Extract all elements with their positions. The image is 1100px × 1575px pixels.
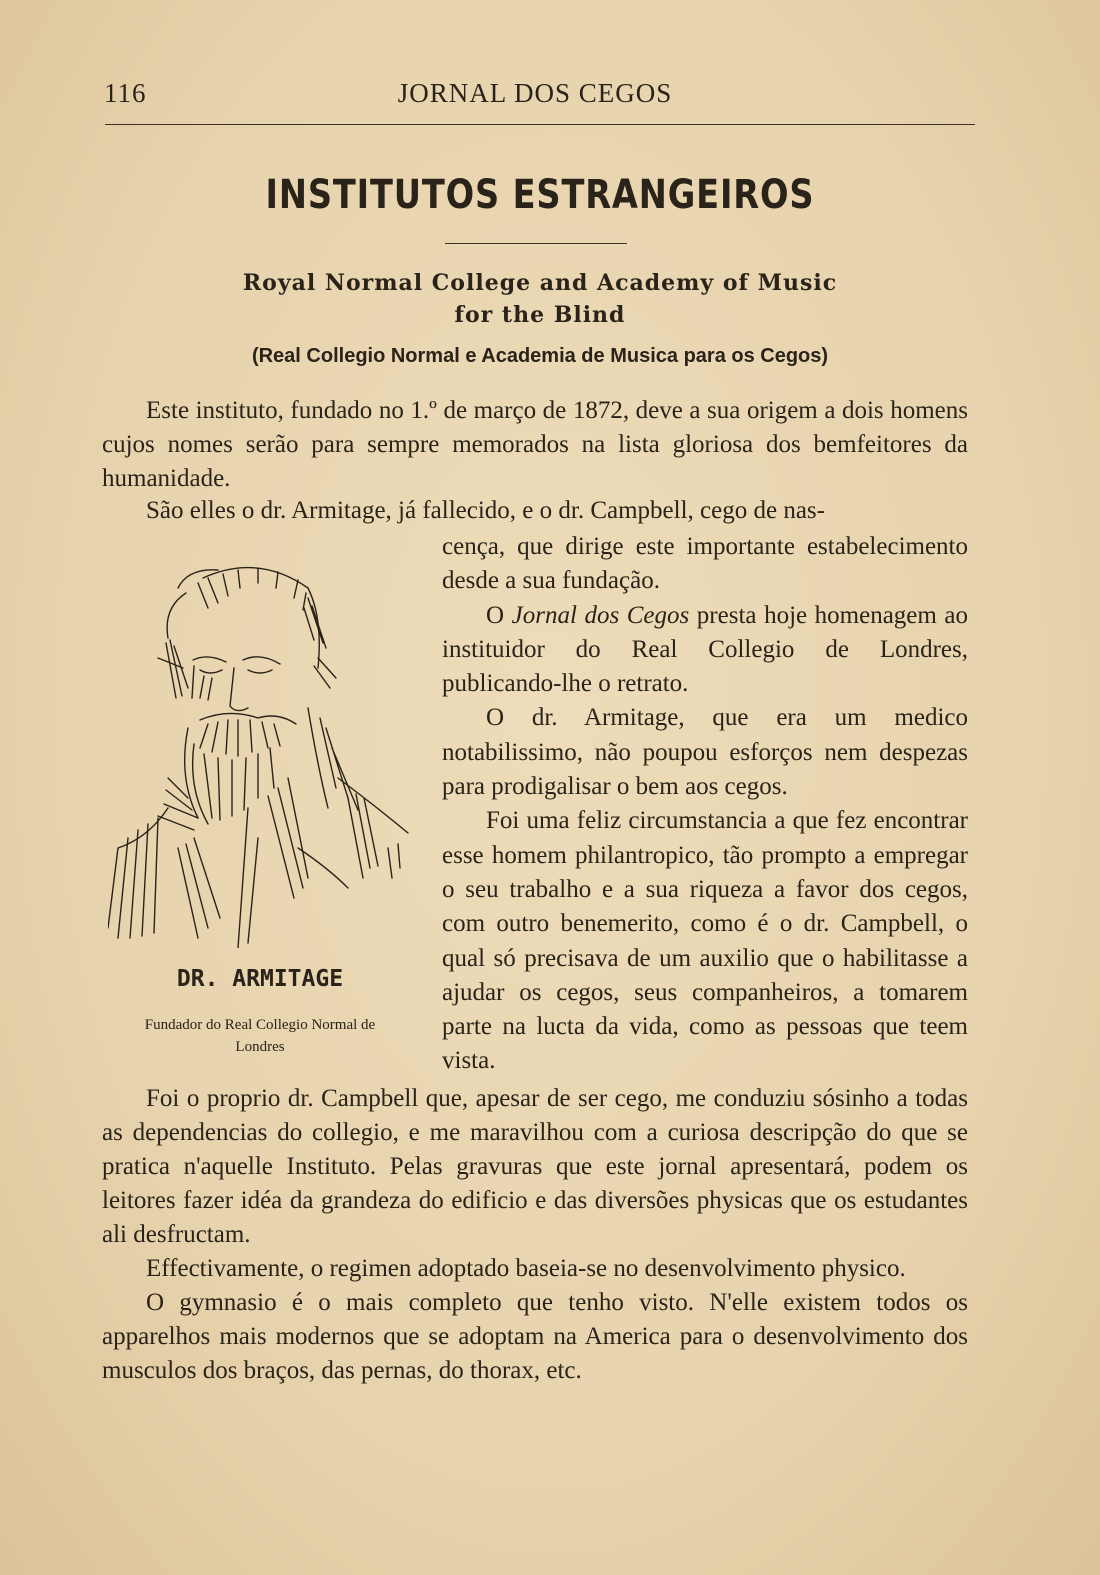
- subtitle-line-2: for the Blind: [454, 302, 626, 328]
- intro-paragraph-block: [102, 394, 968, 496]
- subtitle-translation: (Real Collegio Normal e Academia de Musica para os Cegos): [251, 345, 829, 367]
- portrait-caption-name: DR. ARMITAGE: [176, 966, 344, 992]
- paragraph-6: Foi o proprio dr. Campbell que, apesar de ser cego, me conduziu sósinho a todas as dependencias do collegio, e me maravilhou com a curiosa descripção do que se pratica n'aquelle Instituto. Pelas gravuras que este jornal apresentará, podem os leitores fazer idéa da grandeza do edificio e das diversões physicas que os estudantes ali desfructam.: [102, 1085, 968, 1248]
- header-rule: [105, 124, 975, 125]
- paragraph-5: Foi uma feliz circumstancia a que fez encontrar esse homem philantropico, tão prompto a empregar o seu trabalho e a sua riqueza a favor dos cegos, com outro benemerito, como é o dr. Campbell, o qual só precisava de um auxilio que o habilitasse a ajudar os cegos, seus companheiros, a tomarem parte na lucta da vida, como as pessoas que teem vista.: [442, 807, 968, 1075]
- portrait-caption-description: Fundador do Real Collegio Normal de Londres: [144, 1017, 376, 1055]
- paragraph-4: O dr. Armitage, que era um medico notabilissimo, não poupou esforços nem despezas para prodigalisar o bem aos cegos.: [442, 704, 968, 801]
- portrait-engraving: [108, 548, 418, 948]
- page-number: 116: [104, 78, 147, 108]
- paragraph-2-continuation: cença, que dirige este importante estabelecimento desde a sua fundação.: [442, 533, 968, 595]
- journal-name-italic: Jornal dos Cegos: [511, 601, 690, 629]
- paragraph-1: Este instituto, fundado no 1.º de março de 1872, deve a sua origem a dois homens cujos nomes serão para sempre memorados na lista gloriosa dos bemfeitores da humanidade.: [102, 397, 968, 492]
- running-title: JORNAL DOS CEGOS: [397, 78, 673, 108]
- page-header: [100, 78, 970, 118]
- paragraph-3-rest: presta hoje homenagem ao instituidor do Real Collegio de Londres, publicando-lhe o retrato.: [442, 601, 969, 698]
- closing-paragraphs: [102, 1082, 968, 1388]
- wrapped-text-column: [442, 530, 968, 1079]
- paragraph-3-prefix: O: [486, 601, 512, 629]
- paragraph-7: Effectivamente, o regimen adoptado baseia-se no desenvolvimento physico.: [146, 1255, 906, 1282]
- paragraph-3: [442, 599, 968, 702]
- subtitle-line-1: Royal Normal College and Academy of Music: [242, 270, 838, 296]
- title-rule: [445, 243, 627, 244]
- paragraph-2-first-line: São elles o dr. Armitage, já fallecido, e o dr. Campbell, cego de nas-: [146, 497, 825, 524]
- article-title: INSTITUTOS ESTRANGEIROS: [265, 172, 815, 218]
- paragraph-8: O gymnasio é o mais completo que tenho visto. N'elle existem todos os apparelhos mais modernos que se adoptam na America para o desenvolvimento dos musculos dos braços, das pernas, do thorax, etc.: [102, 1289, 968, 1384]
